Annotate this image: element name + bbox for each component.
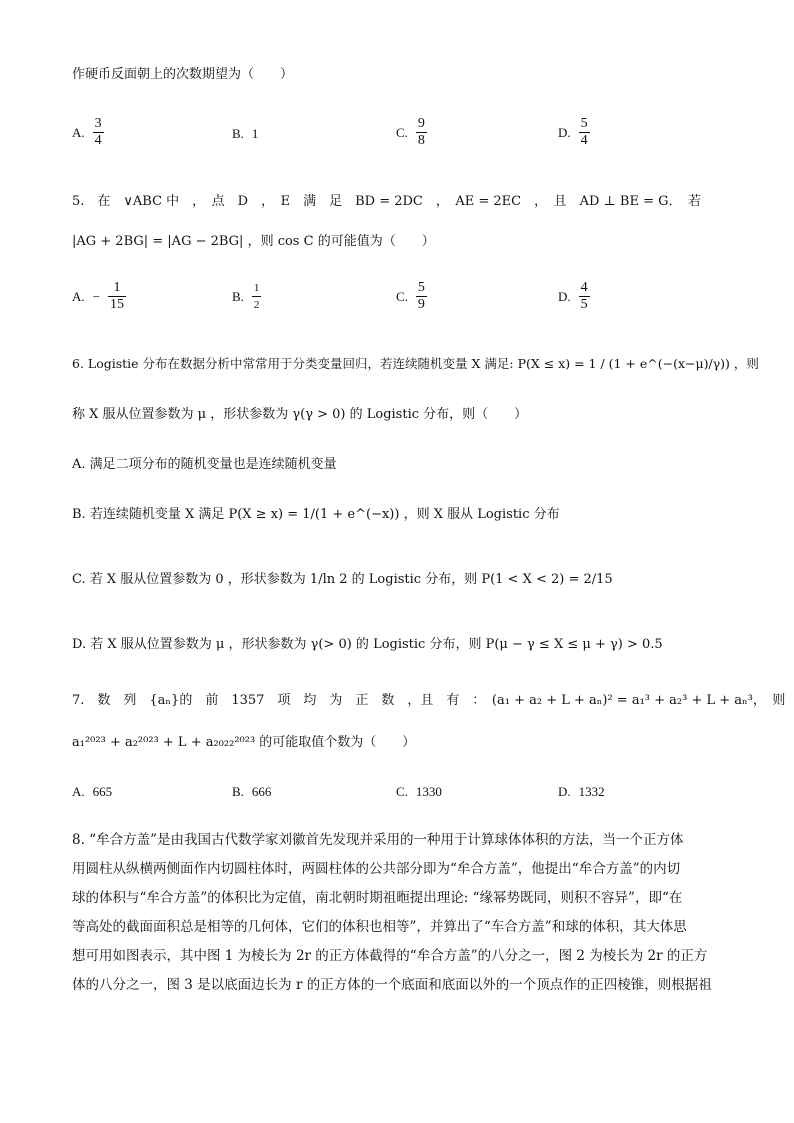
q7-option-d: D. 1332 (558, 784, 605, 799)
q8-line: 等高处的截面面积总是相等的几何体，它们的体积也相等”，并算出了“车合方盖”和球的体积，其大体思 (72, 919, 687, 935)
q7-stem-line-1: 7. 数 列 {aₙ}的 前 1357 项 均 为 正 数 ，且 有 ： (a₁ + a₂ + L + aₙ)² = a₁³ + a₂³ + L + aₙ³， 则 (72, 693, 786, 708)
q7-option-c: C. 1330 (396, 784, 442, 799)
q6-stem-line-2: 称 X 服从位置参数为 μ ，形状参数为 γ(γ > 0) 的 Logistic 分布，则（ ） (72, 407, 528, 422)
q6-option-b: B. 若连续随机变量 X 满足 P(X ≥ x) = 1/(1 + e^(−x)) ，则 X 服从 Logistic 分布 (72, 507, 560, 522)
q7-option-b: B. 666 (232, 784, 272, 799)
q6-option-c: C. 若 X 服从位置参数为 0 ，形状参数为 1/ln 2 的 Logistic 分布，则 P(1 < X < 2) = 2/15 (72, 572, 613, 587)
fraction: $\frac{1}{2}$ (253, 282, 260, 311)
q5-option-c: C. $\frac{5}{9}$ (396, 280, 425, 312)
fraction: $\frac{1}{15}$ (109, 280, 124, 312)
q4-option-d: D. $\frac{5}{4}$ (558, 116, 588, 148)
q4-option-c: C. $\frac{9}{8}$ (396, 116, 425, 148)
fraction: $\frac{5}{4}$ (580, 116, 588, 148)
q5-stem-line-2: |AG + 2BG| = |AG − 2BG| ，则 cos C 的可能值为（ ） (72, 234, 435, 249)
q4-option-a: A. $\frac{3}{4}$ (72, 116, 102, 148)
q8-line: 用圆柱从纵横两侧面作内切圆柱体时，两圆柱体的公共部分即为“牟合方盖”，他提出“牟合方盖”的内切 (72, 861, 681, 877)
q8-line: 想可用如图表示，其中图 1 为棱长为 2r 的正方体截得的“牟合方盖”的八分之一，图 2 为棱长为 2r 的正方 (72, 948, 708, 964)
q6-option-a: A. 满足二项分布的随机变量也是连续随机变量 (72, 457, 337, 472)
q4-option-b: B. 1 (232, 126, 259, 141)
q5-option-a: A. − $\frac{1}{15}$ (72, 280, 124, 312)
fraction: $\frac{3}{4}$ (94, 116, 102, 148)
fraction: $\frac{9}{8}$ (417, 116, 425, 148)
q6-option-d: D. 若 X 服从位置参数为 μ ，形状参数为 γ(> 0) 的 Logistic 分布，则 P(μ − γ ≤ X ≤ μ + γ) > 0.5 (72, 637, 663, 652)
fraction: $\frac{5}{9}$ (417, 280, 425, 312)
q8-line: 球的体积与“牟合方盖”的体积比为定值，南北朝时期祖暅提出理论: “缘幂势既同，则积不容异”，即“在 (72, 890, 683, 906)
q5-option-b: B. $\frac{1}{2}$ (232, 282, 260, 311)
q8-line: 8. “牟合方盖”是由我国古代数学家刘徽首先发现并采用的一种用于计算球体体积的方法，当一个正方体 (72, 832, 684, 848)
q8-paragraph (72, 826, 724, 1000)
q5-stem-line-1: 5. 在 ∨ABC 中 ， 点 D ， E 满 足 BD = 2DC ， AE = 2EC ， 且 AD ⊥ BE = G． 若 (72, 194, 701, 209)
q5-option-d: D. $\frac{4}{5}$ (558, 280, 588, 312)
fraction: $\frac{4}{5}$ (580, 280, 588, 312)
q7-stem-line-2: a₁²⁰²³ + a₂²⁰²³ + L + a₂₀₂₂²⁰²³ 的可能取值个数为（ ） (72, 735, 416, 750)
q6-stem-line-1: 6. Logistie 分布在数据分析中常常用于分类变量回归，若连续随机变量 X 满足: P(X ≤ x) = 1 / (1 + e^(−(x−μ)/γ)) ，则 (72, 356, 759, 371)
q7-option-a: A. 665 (72, 784, 113, 799)
q4-stem: 作硬币反面朝上的次数期望为（ ） (72, 67, 294, 82)
q8-line: 体的八分之一，图 3 是以底面边长为 r 的正方体的一个底面和底面以外的一个顶点作的正四棱锥，则根据祖 (72, 977, 712, 993)
